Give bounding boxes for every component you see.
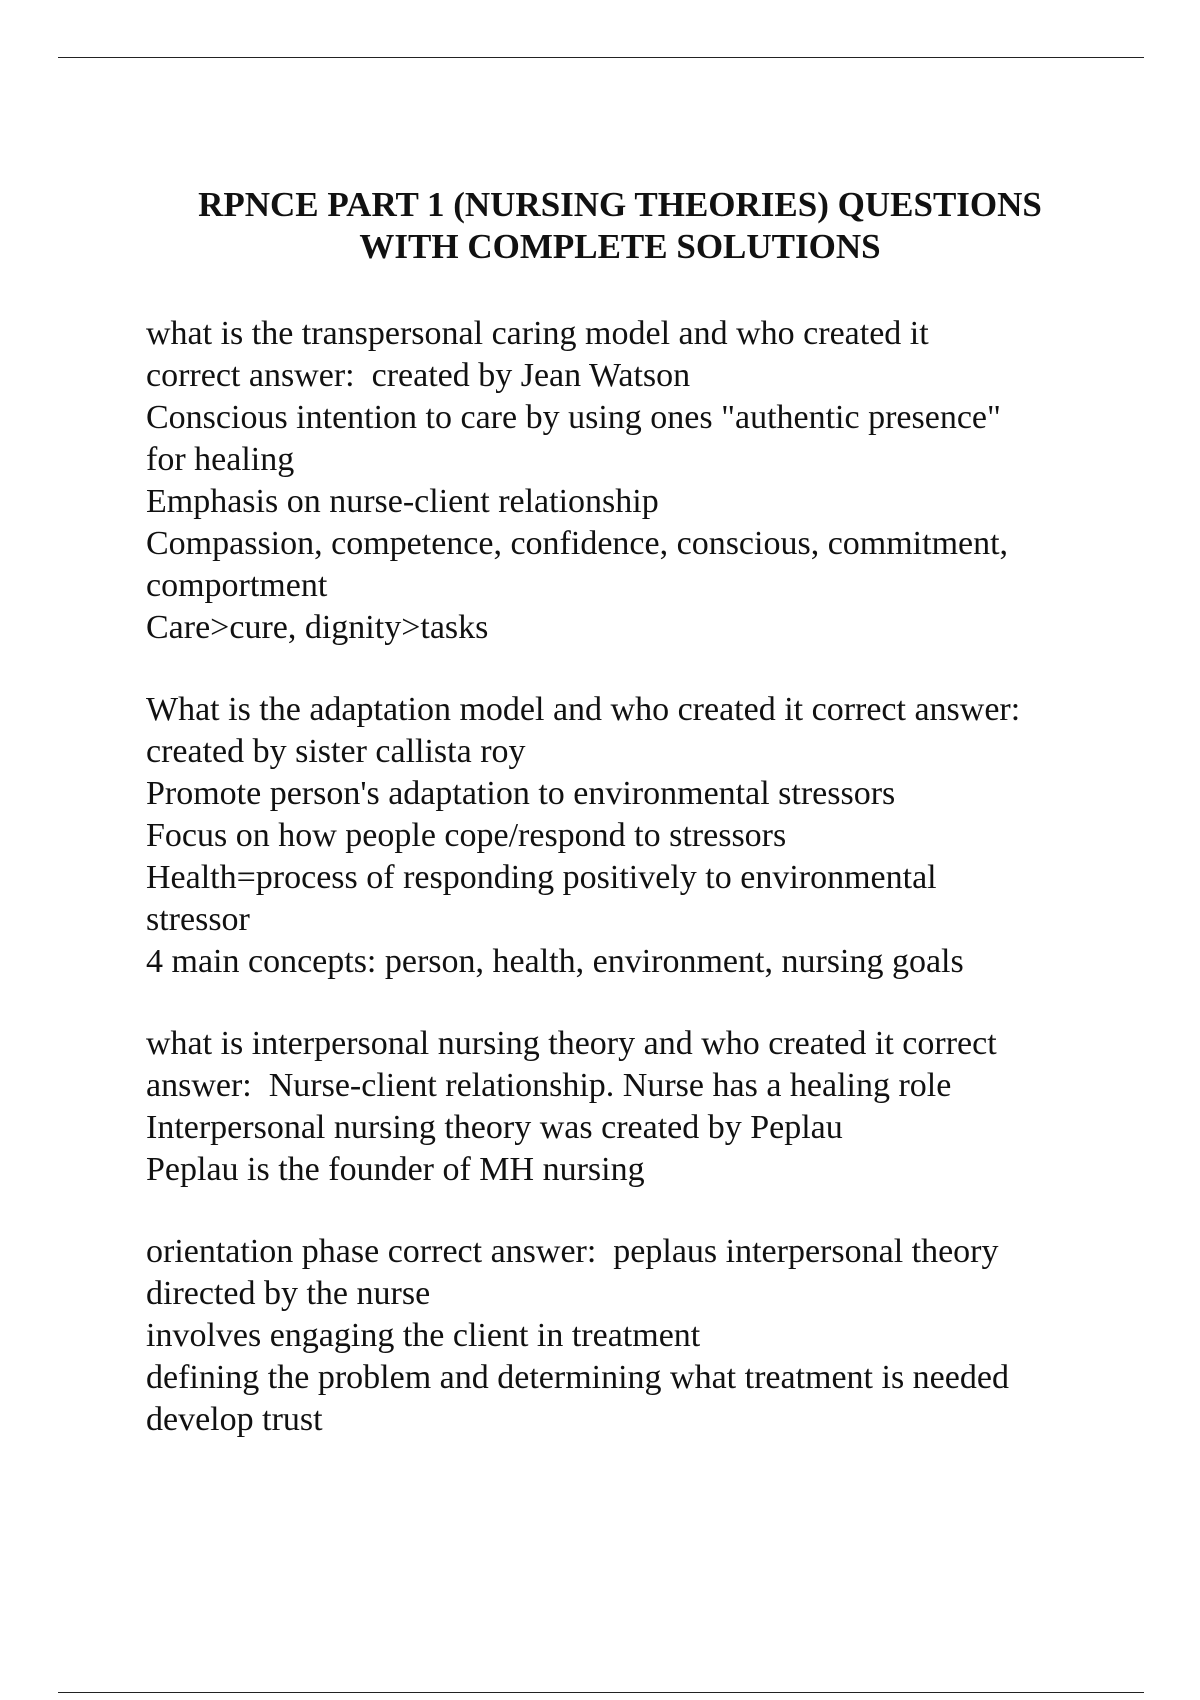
text-line: What is the adaptation model and who created it correct answer: xyxy=(146,691,1021,728)
qa-block-adaptation-model xyxy=(146,689,1146,983)
bottom-rule xyxy=(58,1692,1144,1693)
text-line: correct answer: created by Jean Watson xyxy=(146,357,691,394)
text-line: directed by the nurse xyxy=(146,1275,431,1312)
text-line: stressor xyxy=(146,901,250,938)
text-line: develop trust xyxy=(146,1401,323,1438)
title-line-2: WITH COMPLETE SOLUTIONS xyxy=(359,227,881,266)
qa-block-interpersonal-theory xyxy=(146,1023,1146,1191)
text-line: Conscious intention to care by using ones "authentic presence" xyxy=(146,399,1001,436)
text-line: orientation phase correct answer: peplaus interpersonal theory xyxy=(146,1233,999,1270)
top-rule xyxy=(58,57,1144,58)
text-line: Health=process of responding positively to environmental xyxy=(146,859,937,896)
text-line: comportment xyxy=(146,567,328,604)
text-line: Interpersonal nursing theory was created by Peplau xyxy=(146,1109,843,1146)
text-line: what is interpersonal nursing theory and who created it correct xyxy=(146,1025,997,1062)
text-line: Compassion, competence, confidence, conscious, commitment, xyxy=(146,525,1009,562)
text-line: for healing xyxy=(146,441,295,478)
text-line: involves engaging the client in treatment xyxy=(146,1317,701,1354)
qa-block-orientation-phase xyxy=(146,1231,1146,1441)
text-line: answer: Nurse-client relationship. Nurse has a healing role xyxy=(146,1067,952,1104)
text-line: Peplau is the founder of MH nursing xyxy=(146,1151,645,1188)
text-line: Care>cure, dignity>tasks xyxy=(146,609,489,646)
text-line: Promote person's adaptation to environmental stressors xyxy=(146,775,896,812)
text-line: defining the problem and determining what treatment is needed xyxy=(146,1359,1009,1396)
text-line: created by sister callista roy xyxy=(146,733,526,770)
text-line: 4 main concepts: person, health, environment, nursing goals xyxy=(146,943,964,980)
qa-block-transpersonal-caring xyxy=(146,313,1146,649)
document-title xyxy=(120,184,1120,268)
document-body xyxy=(146,313,1146,1481)
title-line-1: RPNCE PART 1 (NURSING THEORIES) QUESTIONS xyxy=(198,185,1042,224)
text-line: Emphasis on nurse-client relationship xyxy=(146,483,659,520)
text-line: what is the transpersonal caring model and who created it xyxy=(146,315,929,352)
text-line: Focus on how people cope/respond to stressors xyxy=(146,817,787,854)
